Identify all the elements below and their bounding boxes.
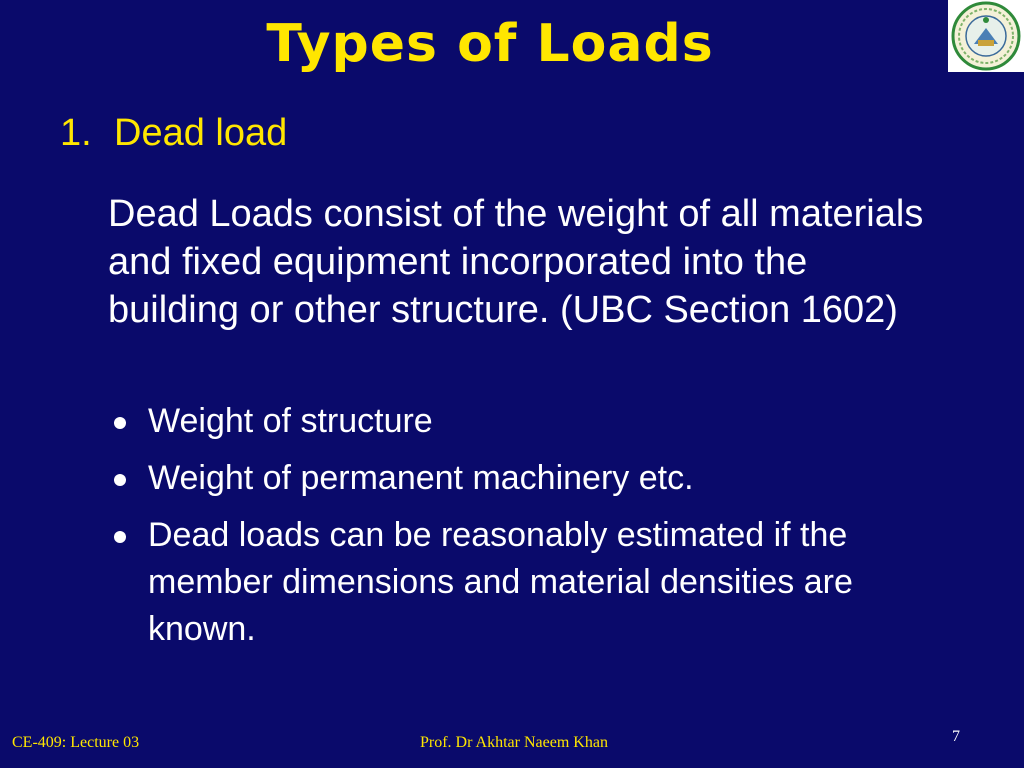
footer-course: CE-409: Lecture 03 xyxy=(12,734,140,751)
bullet-text: Weight of structure xyxy=(148,402,433,440)
page-number: 7 xyxy=(952,728,960,745)
definition-text: Dead Loads consist of the weight of all materials and fixed equipment incorporated into the building or other structure. (UBC Section 1602) xyxy=(108,193,924,331)
bullet-item xyxy=(108,455,928,502)
bullet-item xyxy=(108,512,928,653)
definition-paragraph xyxy=(108,190,928,334)
section-heading xyxy=(60,112,287,155)
bullet-dot-icon xyxy=(114,417,126,429)
bullet-dot-icon xyxy=(114,474,126,486)
slide-title: Types of Loads xyxy=(266,14,714,74)
footer-author: Prof. Dr Akhtar Naeem Khan xyxy=(420,734,608,751)
bullet-item xyxy=(108,398,928,445)
bullet-text: Dead loads can be reasonably estimated if the member dimensions and material densities are known. xyxy=(148,516,853,648)
bullet-list xyxy=(108,398,928,663)
bullet-dot-icon xyxy=(114,531,126,543)
seal-icon xyxy=(948,0,1024,72)
university-seal-logo xyxy=(948,0,1024,72)
bullet-text: Weight of permanent machinery etc. xyxy=(148,459,694,497)
section-number: 1. xyxy=(60,112,92,154)
section-title: Dead load xyxy=(114,112,288,154)
